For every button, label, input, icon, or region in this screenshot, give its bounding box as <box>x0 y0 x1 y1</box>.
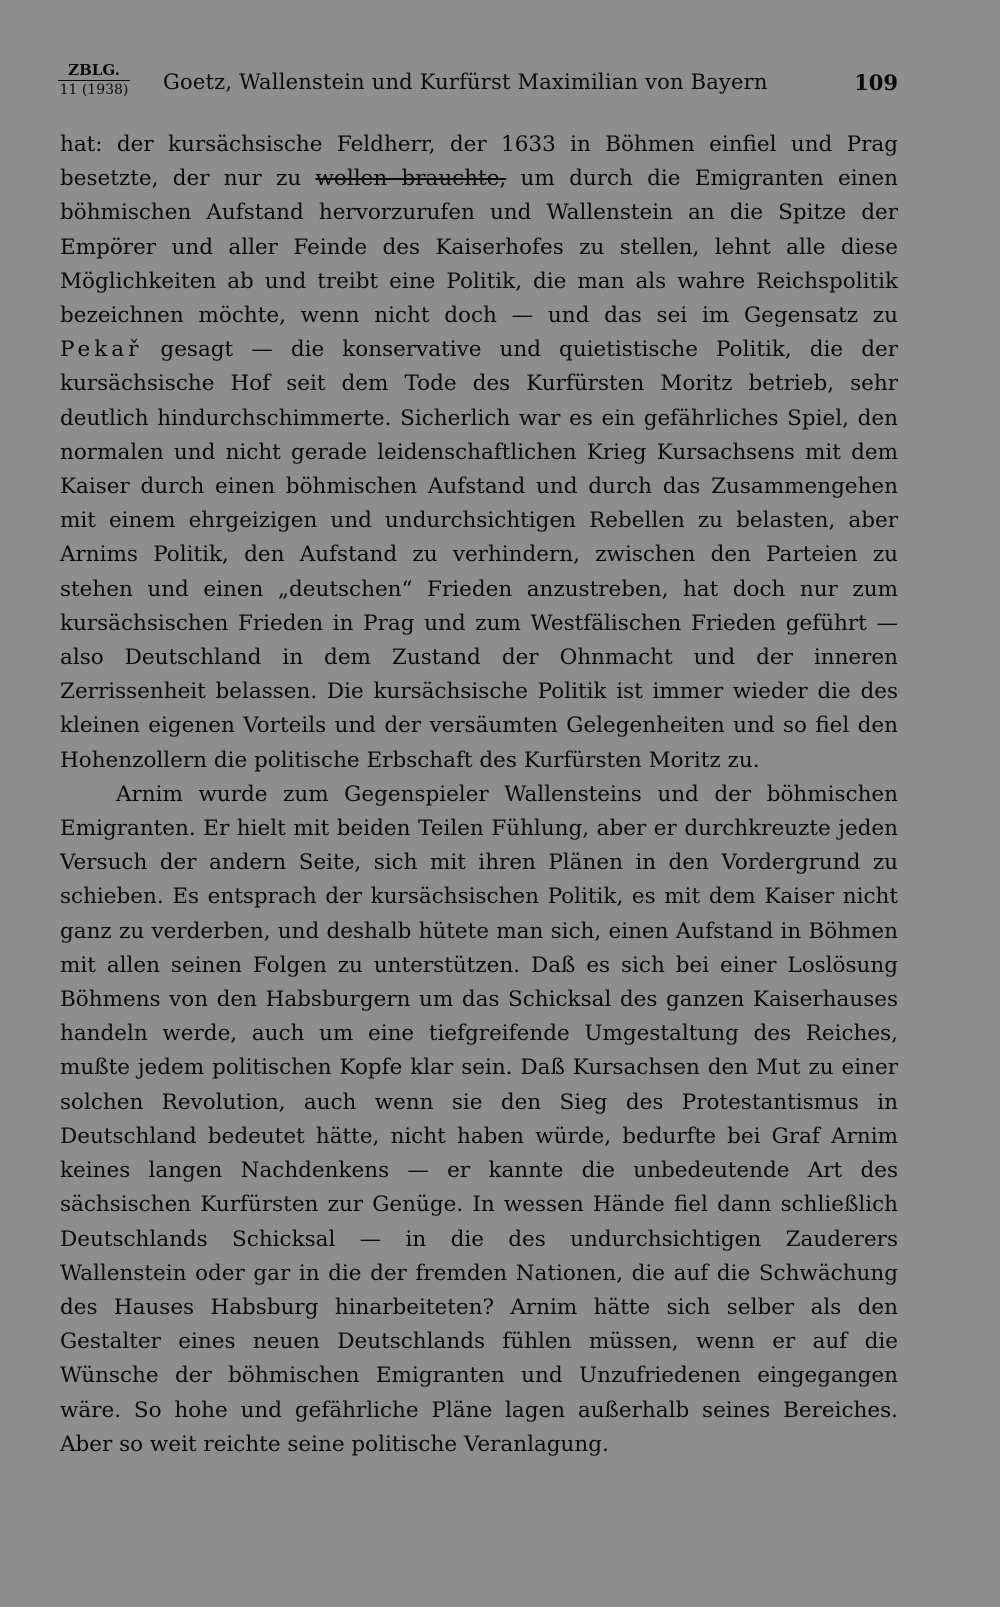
paragraph-1-part-1: hat: der kursächsische Feldherr, der 1633 in Böhmen einfiel und Prag besetzte, der nur zu <box>60 132 898 192</box>
paragraph-1 <box>60 128 898 778</box>
journal-reference <box>58 62 130 99</box>
journal-volume: 11 (1938) <box>59 82 129 98</box>
paragraph-1-part-3: gesagt — die konservative und quietistische Politik, die der kursächsische Hof seit dem Tode des Kurfürsten Moritz betrieb, sehr deutlich hindurchschimmerte. Sicherlich war es ein gefährliches Spiel, den normalen und nicht gerade leidenschaftlichen Krieg Kursachsens mit dem Kaiser durch einen böhmischen Aufstand und durch das Zusammengehen mit einem ehrgeizigen und undurchsichtigen Rebellen zu belasten, aber Arnims Politik, den Aufstand zu verhindern, zwischen den Parteien zu stehen und einen „deutschen“ Frieden anzustreben, hat doch nur zum kursächsischen Frieden in Prag und zum Westfälischen Frieden geführt — also Deutschland in dem Zustand der Ohnmacht und der inneren Zerrissenheit belassen. Die kursächsische Politik ist immer wieder die des kleinen eigenen Vorteils und der versäumten Gelegenheiten und so fiel den Hohenzollern die politische Erbschaft des Kurfürsten Moritz zu. <box>60 337 898 773</box>
paragraph-2: Arnim wurde zum Gegenspieler Wallensteins und der böhmischen Emigranten. Er hielt mit beiden Teilen Fühlung, aber er durchkreuzte jeden Versuch der andern Seite, sich mit ihren Plänen in den Vordergrund zu schieben. Es entsprach der kursächsischen Politik, es mit dem Kaiser nicht ganz zu verderben, und deshalb hütete man sich, einen Aufstand in Böhmen mit allen seinen Folgen zu unterstützen. Daß es sich bei einer Loslösung Böhmens von den Habsburgern um das Schicksal des ganzen Kaiserhauses handeln werde, auch um eine tiefgreifende Umgestaltung des Reiches, mußte jedem politischen Kopfe klar sein. Daß Kursachsen den Mut zu einer solchen Revolution, auch wenn sie den Sieg des Protestantismus in Deutschland bedeutet hätte, nicht haben würde, bedurfte bei Graf Arnim keines langen Nachdenkens — er kannte die unbedeutende Art des sächsischen Kurfürsten zur Genüge. In wessen Hände fiel dann schließlich Deutschlands Schicksal — in die des undurchsichtigen Zauderers Wallenstein oder gar in die der fremden Nationen, die auf die Schwächung des Hauses Habsburg hinarbeiteten? Arnim hätte sich selber als den Gestalter eines neuen Deutschlands fühlen müssen, wenn er auf die Wünsche der böhmischen Emigranten und Unzufriedenen eingegangen wäre. So hohe und gefährliche Pläne lagen außerhalb seines Bereiches. Aber so weit reichte seine politische Veranlagung. <box>60 781 898 1457</box>
body-text <box>60 128 898 1462</box>
page-header <box>58 62 898 110</box>
paragraph-1-part-2: um durch die Emigranten einen böhmischen Aufstand hervorzurufen und Wallenstein an die Spitze der Empörer und aller Feinde des Kaiserhofes zu stellen, lehnt alle diese Möglichkeiten ab und treibt eine Politik, die man als wahre Reichspolitik bezeichnen möchte, wenn nicht doch — und das sei im Gegensatz zu <box>60 166 899 329</box>
page-number: 109 <box>854 70 898 95</box>
struck-through-text: wollen brauchte, <box>315 166 507 192</box>
journal-abbreviation: ZBLG. <box>58 62 130 81</box>
running-title: Goetz, Wallenstein und Kurfürst Maximilian von Bayern <box>163 70 768 94</box>
spaced-author-name: Pekař <box>60 337 143 363</box>
